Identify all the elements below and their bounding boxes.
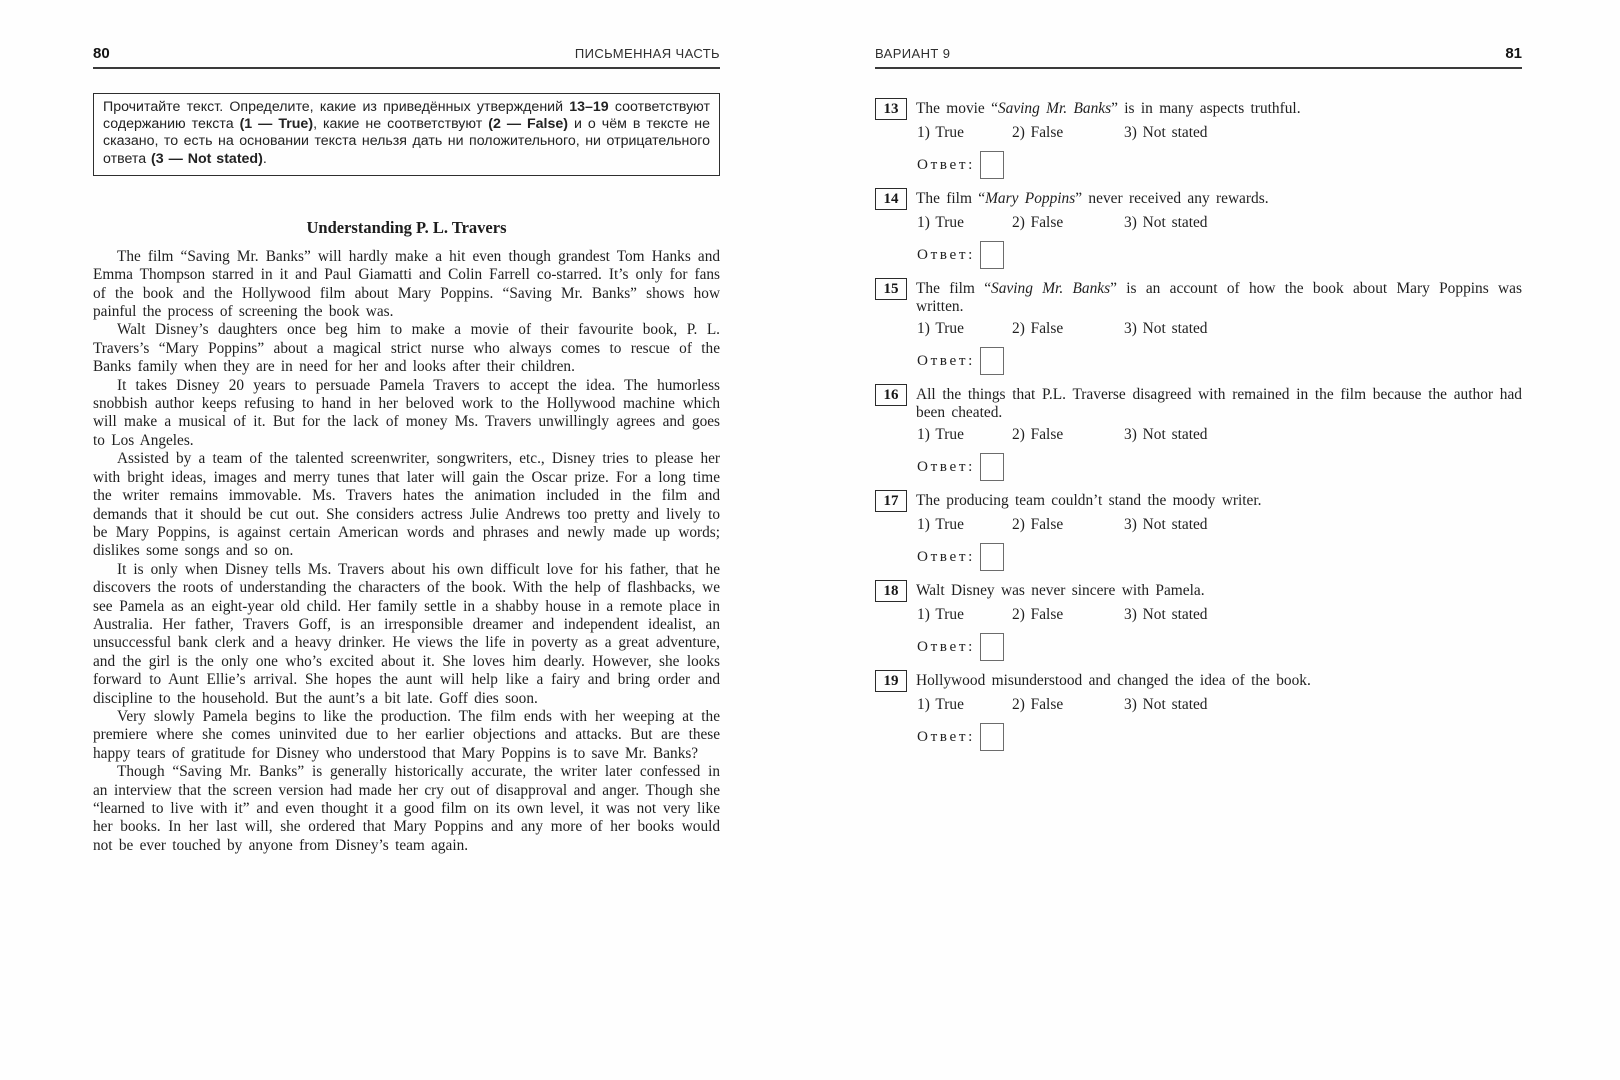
option-false: 2) False [1012, 320, 1064, 337]
answer-row [917, 240, 1522, 269]
option-false: 2) False [1012, 426, 1064, 443]
answer-input-box[interactable] [980, 241, 1004, 269]
article-paragraph: Though “Saving Mr. Banks” is generally historically accurate, the writer later confessed in an interview that the screen version had made her cry out of disapproval and anger. Though she “learned to live with it” and even thought it a good film on its own level, it was not very like her books. In her last will, she ordered that Mary Poppins and any more of her books would not be ever touched by anyone from Disney’s team again. [93, 763, 720, 854]
question-number-box: 17 [875, 490, 907, 512]
answer-options-row [917, 516, 1522, 534]
option-true: 1) True [917, 320, 964, 337]
question-number-box: 18 [875, 580, 907, 602]
question-block [875, 280, 1522, 375]
answer-label: Ответ: [917, 155, 975, 173]
page-left-header [93, 45, 720, 69]
question-number-box: 13 [875, 98, 907, 120]
section-header-label: ПИСЬМЕННАЯ ЧАСТЬ [574, 46, 720, 61]
question-statement: The movie “Saving Mr. Banks” is in many aspects truthful. [916, 100, 1301, 117]
answer-row [917, 722, 1522, 751]
question-block [875, 492, 1522, 571]
answer-row [917, 542, 1522, 571]
question-number-box: 16 [875, 384, 907, 406]
article-paragraph: Very slowly Pamela begins to like the production. The film ends with her weeping at the premiere where she comes uninvited due to her earlier objections and attacks. But are these happy tears of gratitude for Disney who understood that Mary Poppins is to save Mr. Banks? [93, 707, 720, 762]
page-left [93, 45, 720, 855]
article-paragraph: The film “Saving Mr. Banks” will hardly make a hit even though grandest Tom Hanks and Emma Thompson starred in it and Paul Giamatti and Colin Farrell co-starred. It’s only for fans of the book and the Hollywood film about Mary Poppins. “Saving Mr. Banks” shows how painful the process of screening the book was. [93, 247, 720, 321]
article-title: Understanding P. L. Travers [306, 217, 507, 237]
option-false: 2) False [1012, 214, 1064, 231]
questions-list [875, 100, 1522, 751]
answer-options-row [917, 426, 1522, 444]
variant-header-label: ВАРИАНТ 9 [875, 46, 951, 61]
answer-label: Ответ: [917, 457, 975, 475]
option-not-stated: 3) Not stated [1124, 320, 1208, 337]
question-block [875, 190, 1522, 269]
answer-options-row [917, 606, 1522, 624]
article-paragraph: It is only when Disney tells Ms. Travers about his own difficult love for his father, that he discovers the roots of understanding the characters of the book. With the help of flashbacks, we see Pamela as an eight-year old child. Her family settle in a shabby house in a remote place in Australia. Her father, Travers Goff, is an irresponsible dreamer and independent idealist, an unsuccessful bank clerk and a heavy drinker. He views the life in poverty as a great adventure, and the girl is the only one who’s excited about it. She loves him dearly. However, she looks forward to Aunt Ellie’s arrival. She hopes the aunt will help like a fairy and bring order and discipline to the household. But the aunt’s a bit late. Goff dies soon. [93, 560, 720, 707]
answer-row [917, 346, 1522, 375]
question-block [875, 582, 1522, 661]
answer-label: Ответ: [917, 547, 975, 565]
question-number-box: 19 [875, 670, 907, 692]
page-number-right: 81 [1505, 45, 1522, 62]
question-statement: Hollywood misunderstood and changed the idea of the book. [916, 672, 1311, 689]
page-right-header [875, 45, 1522, 69]
answer-row [917, 452, 1522, 481]
answer-input-box[interactable] [980, 723, 1004, 751]
answer-options-row [917, 320, 1522, 338]
article-paragraph: It takes Disney 20 years to persuade Pamela Travers to accept the idea. The humorless snobbish author keeps refusing to hand in her beloved work to the Hollywood machine which will make a musical of it. But for the lack of money Ms. Travers unwillingly agrees and goes to Los Angeles. [93, 376, 720, 449]
option-true: 1) True [917, 606, 964, 623]
question-head [875, 190, 1522, 210]
question-head [875, 492, 1522, 512]
page-number-left: 80 [93, 45, 110, 62]
option-true: 1) True [917, 426, 964, 443]
option-false: 2) False [1012, 606, 1064, 623]
question-head [875, 100, 1522, 120]
option-true: 1) True [917, 124, 964, 141]
option-not-stated: 3) Not stated [1124, 124, 1208, 141]
answer-options-row [917, 214, 1522, 232]
answer-input-box[interactable] [980, 453, 1004, 481]
question-statement: The film “Saving Mr. Banks” is an account of how the book about Mary Poppins was written. [916, 280, 1522, 315]
question-head [875, 280, 1522, 316]
option-false: 2) False [1012, 124, 1064, 141]
answer-row [917, 632, 1522, 661]
option-false: 2) False [1012, 516, 1064, 533]
question-block [875, 386, 1522, 481]
page-right [875, 45, 1522, 762]
question-number-box: 15 [875, 278, 907, 300]
answer-input-box[interactable] [980, 543, 1004, 571]
article-paragraph: Walt Disney’s daughters once beg him to make a movie of their favourite book, P. L. Travers’s “Mary Poppins” about a magical strict nurse who always comes to rescue of the Banks family when they are in need for her and looks after their children. [93, 321, 720, 376]
option-true: 1) True [917, 696, 964, 713]
question-head [875, 672, 1522, 692]
question-block [875, 672, 1522, 751]
answer-options-row [917, 124, 1522, 142]
question-statement: The producing team couldn’t stand the moody writer. [916, 492, 1262, 509]
answer-label: Ответ: [917, 637, 975, 655]
option-false: 2) False [1012, 696, 1064, 713]
answer-input-box[interactable] [980, 347, 1004, 375]
question-statement: Walt Disney was never sincere with Pamela. [916, 582, 1205, 599]
option-not-stated: 3) Not stated [1124, 606, 1208, 623]
answer-input-box[interactable] [980, 151, 1004, 179]
answer-row [917, 150, 1522, 179]
article-paragraph: Assisted by a team of the talented screenwriter, songwriters, etc., Disney tries to please her with bright ideas, images and merry tunes that later will gain the Oscar prize. For a long time the writer remains immovable. Ms. Travers hates the animation included in the film and demands that it should be cut out. She considers actress Julie Andrews too pretty and lively to be Mary Poppins, is against certain American words and phrases and newly made up words; dislikes some songs and so on. [93, 450, 720, 560]
option-not-stated: 3) Not stated [1124, 426, 1208, 443]
option-true: 1) True [917, 214, 964, 231]
question-statement: The film “Mary Poppins” never received any rewards. [916, 190, 1269, 207]
question-head [875, 386, 1522, 422]
answer-options-row [917, 696, 1522, 714]
question-statement: All the things that P.L. Traverse disagreed with remained in the film because the author had been cheated. [916, 386, 1522, 421]
answer-label: Ответ: [917, 351, 975, 369]
answer-label: Ответ: [917, 727, 975, 745]
option-not-stated: 3) Not stated [1124, 214, 1208, 231]
answer-label: Ответ: [917, 245, 975, 263]
instruction-text: Прочитайте текст. Определите, какие из приведённых утверждений 13–19 соответствуют содержанию текста (1 — True), какие не соответствуют (2 — False) и о чём в тексте не сказано, то есть на основании текста нельзя дать ни положительного, ни отрицательного ответа (3 — Not stated). [103, 99, 710, 167]
question-head [875, 582, 1522, 602]
question-number-box: 14 [875, 188, 907, 210]
instruction-box [93, 93, 720, 176]
option-not-stated: 3) Not stated [1124, 516, 1208, 533]
question-block [875, 100, 1522, 179]
option-not-stated: 3) Not stated [1124, 696, 1208, 713]
answer-input-box[interactable] [980, 633, 1004, 661]
option-true: 1) True [917, 516, 964, 533]
article-body [93, 248, 720, 855]
